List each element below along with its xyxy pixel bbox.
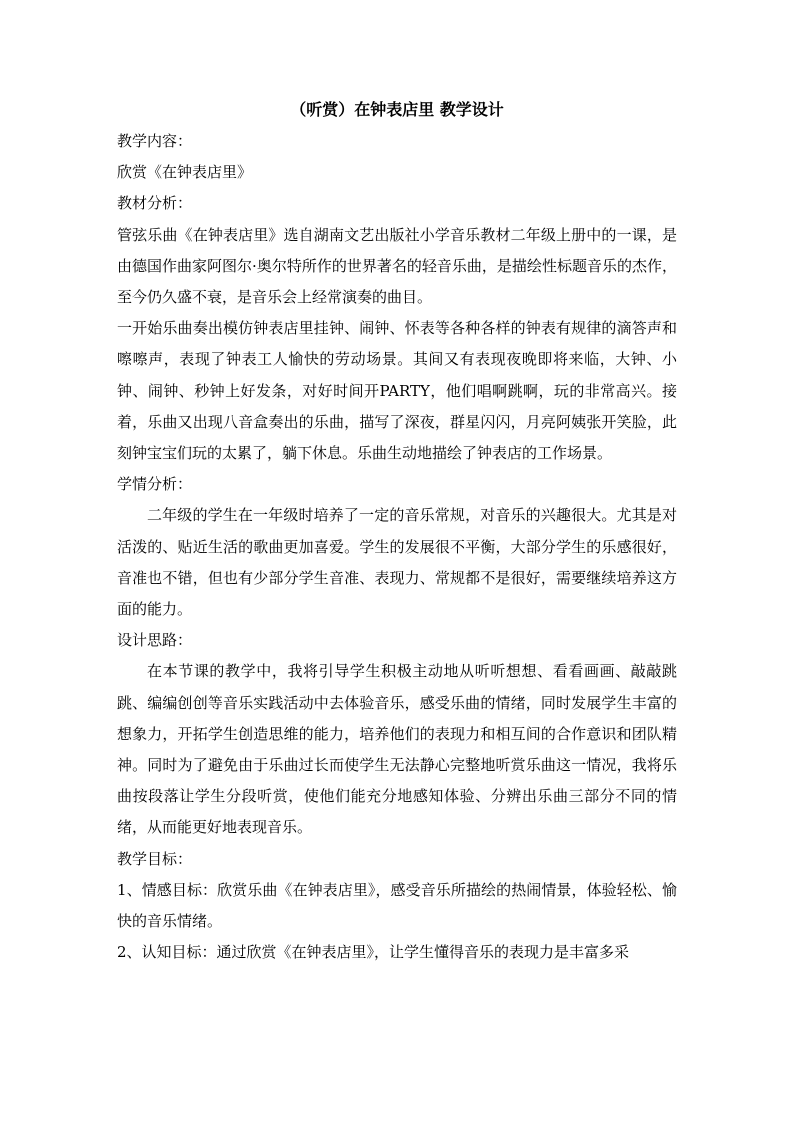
paragraph: 1、情感目标：欣赏乐曲《在钟表店里》，感受音乐所描绘的热闹情景，体验轻松、愉快的音乐情绪。 xyxy=(117,880,677,931)
paragraph: 学情分析： xyxy=(117,475,193,494)
document-title: （听赏）在钟表店里 教学设计 xyxy=(290,100,504,119)
paragraph: 在本节课的教学中，我将引导学生积极主动地从听听想想、看看画画、敲敲跳跳、编编创创等音乐实践活动中去体验音乐，感受乐曲的情绪，同时发展学生丰富的想象力，开拓学生创造思维的能力，培养他们的表现力和相互间的合作意识和团队精神。同时为了避免由于乐曲过长而使学生无法静心完整地听赏乐曲这一情况，我将乐曲按段落让学生分段听赏，使他们能充分地感知体验、分辨出乐曲三部分不同的情绪，从而能更好地表现音乐。 xyxy=(117,662,677,837)
paragraph: 教学目标： xyxy=(117,849,193,868)
paragraph: 2、认知目标：通过欣赏《在钟表店里》，让学生懂得音乐的表现力是丰富多采 xyxy=(117,943,630,962)
paragraph: 二年级的学生在一年级时培养了一定的音乐常规，对音乐的兴趣很大。尤其是对活泼的、贴近生活的歌曲更加喜爱。学生的发展很不平衡，大部分学生的乐感很好，音准也不错，但也有少部分学生音准、表现力、常规都不是很好，需要继续培养这方面的能力。 xyxy=(117,506,677,619)
paragraph: 一开始乐曲奏出模仿钟表店里挂钟、闹钟、怀表等各种各样的钟表有规律的滴答声和嚓嚓声，表现了钟表工人愉快的劳动场景。其间又有表现夜晚即将来临，大钟、小钟、闹钟、秒钟上好发条，对好时间开PARTY，他们唱啊跳啊，玩的非常高兴。接着，乐曲又出现八音盒奏出的乐曲，描写了深夜，群星闪闪，月亮阿姨张开笑脸，此刻钟宝宝们玩的太累了，躺下休息。乐曲生动地描绘了钟表店的工作场景。 xyxy=(117,319,677,463)
paragraph: 设计思路： xyxy=(117,631,193,650)
paragraph: 管弦乐曲《在钟表店里》选自湖南文艺出版社小学音乐教材二年级上册中的一课，是由德国作曲家阿图尔·奥尔特所作的世界著名的轻音乐曲，是描绘性标题音乐的杰作，至今仍久盛不衰，是音乐会上经常演奏的曲目。 xyxy=(117,225,677,307)
document-body xyxy=(117,126,677,968)
paragraph: 教材分析： xyxy=(117,194,193,213)
paragraph: 教学内容： xyxy=(117,132,193,150)
paragraph: 欣赏《在钟表店里》 xyxy=(117,163,253,182)
document-page xyxy=(117,96,677,968)
